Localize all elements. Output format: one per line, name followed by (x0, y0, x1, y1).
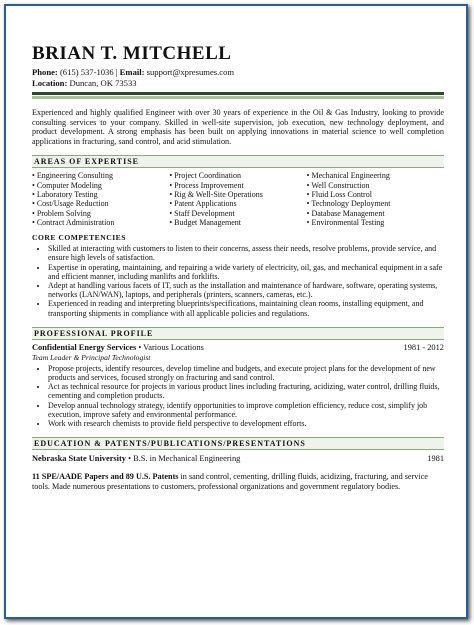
competencies-list (32, 244, 444, 318)
company-name: Confidential Energy Services (32, 342, 137, 352)
graduation-year: 1981 (427, 454, 444, 464)
expertise-item: • Problem Solving (32, 209, 169, 218)
expertise-item: • Project Coordination (169, 171, 306, 180)
job-dates: 1981 - 2012 (403, 342, 444, 352)
publications-highlight: 11 SPE/AADE Papers and 89 U.S. Patents (32, 472, 179, 482)
publications-text: in sand control, cementing, drilling fluids, acidizing, fracturing, and service tools. Made numerous presentations to customers, professional organizations and government regulatory bodies. (32, 472, 428, 491)
job-duty: • Work with research chemists to provide field perspective to development efforts. (48, 419, 444, 428)
competency-item: • Expertise in operating, maintaining, and repairing a wide variety of electricity, oil, gas, and mechanical equipment in a safe and efficient manner, including manlifts and forklifts. (48, 263, 444, 281)
summary-paragraph: Experienced and highly qualified Engineer with over 30 years of experience in the Oil & Gas Industry, looking to provide consulting services to your company. Skilled in well-site supervision, job execution, new technology deployment, and product development. A strong emphasis has been built on applying innovations in material science to well completion applications in fracturing, sand control, and acid stimulation. (32, 108, 444, 146)
contact-info: Phone: (615) 537-1036 | Email: support@xpresumes.com Location: Duncan, OK 73533 (32, 67, 235, 88)
location-label: Location: (32, 77, 68, 88)
expertise-columns (32, 171, 444, 227)
expertise-item: • Contract Administration (32, 218, 169, 227)
expertise-col-2 (169, 171, 306, 227)
job-duty: • Act as technical resource for projects in various product lines including fracturing, acidizing, water control, drilling fluids, cementing and completion products. (48, 382, 444, 400)
expertise-col-1 (32, 171, 169, 227)
expertise-item: • Technology Deployment (307, 199, 444, 208)
phone-label: Phone: (32, 67, 58, 77)
competency-item: • Experienced in reading and interpreting blueprints/specifications, maintaining clean rooms, installing equipment, and transporting shipments in compliance with all applicable policies and regulations. (48, 299, 444, 317)
expertise-item: • Patent Applications (169, 199, 306, 208)
publications-paragraph (32, 472, 444, 491)
job-duties-list (32, 364, 444, 428)
expertise-item: • Cost/Usage Reduction (32, 199, 169, 208)
job-header (32, 343, 444, 353)
job-duty: • Propose projects, identify resources, develop timeline and budgets, and execute project plans for the development of new products and services, focused strongly on fracturing and sand control. (48, 364, 444, 382)
expertise-item: • Budget Management (169, 218, 306, 227)
resume-frame (4, 4, 468, 619)
expertise-item: • Well Construction (307, 181, 444, 190)
expertise-item: • Mechanical Engineering (307, 171, 444, 180)
expertise-item: • Fluid Loss Control (307, 190, 444, 199)
company-location: • Various Locations (136, 342, 204, 352)
expertise-item: • Engineering Consulting (32, 171, 169, 180)
candidate-name: BRIAN T. MITCHELL (32, 43, 232, 64)
job-duty: • Develop annual technology strategy, identify opportunities to improve completion efficiency, reduce cost, simplify job execution, improve safety and environmental performance. (48, 401, 444, 419)
competency-item: • Skilled at interacting with customers to listen to their concerns, assess their needs, resolve problems, provide service, and ensure high levels of satisfaction. (48, 244, 444, 262)
degree: • B.S. in Mechanical Engineering (125, 454, 241, 464)
school-name: Nebraska State University (32, 454, 126, 464)
expertise-col-3 (307, 171, 444, 227)
competency-item: • Adept at handling various facets of IT, such as the installation and maintenance of hardware, software, operating systems, networks (LAN/WAN), laptops, and peripherals (printers, scanners, cameras, etc.). (48, 281, 444, 299)
expertise-item: • Environmental Testing (307, 218, 444, 227)
expertise-item: • Database Management (307, 209, 444, 218)
header-divider-dark (32, 92, 444, 95)
profile-heading: PROFESSIONAL PROFILE (32, 327, 444, 340)
job-company (32, 343, 204, 353)
phone-value: (615) 537-1036 (59, 67, 114, 77)
expertise-item: • Process Improvement (169, 181, 306, 190)
location-value: Duncan, OK 73533 (69, 77, 137, 88)
expertise-item: • Rig & Well-Site Operations (169, 190, 306, 199)
expertise-heading: AREAS OF EXPERTISE (32, 155, 444, 168)
expertise-item: • Staff Development (169, 209, 306, 218)
expertise-item: • Computer Modeling (32, 181, 169, 190)
header-divider-light (32, 96, 444, 99)
education-school-line (32, 454, 240, 464)
competencies-heading: CORE COMPETENCIES (32, 233, 126, 243)
education-entry (32, 454, 444, 464)
resume-content (32, 44, 444, 491)
job-role: Team Leader & Principal Technologist (32, 352, 151, 362)
email-value[interactable]: support@xpresumes.com (146, 67, 235, 77)
education-heading: EDUCATION & PATENTS/PUBLICATIONS/PRESENTATIONS (32, 437, 444, 450)
expertise-item: • Laboratory Testing (32, 190, 169, 199)
email-label: Email: (119, 67, 145, 77)
